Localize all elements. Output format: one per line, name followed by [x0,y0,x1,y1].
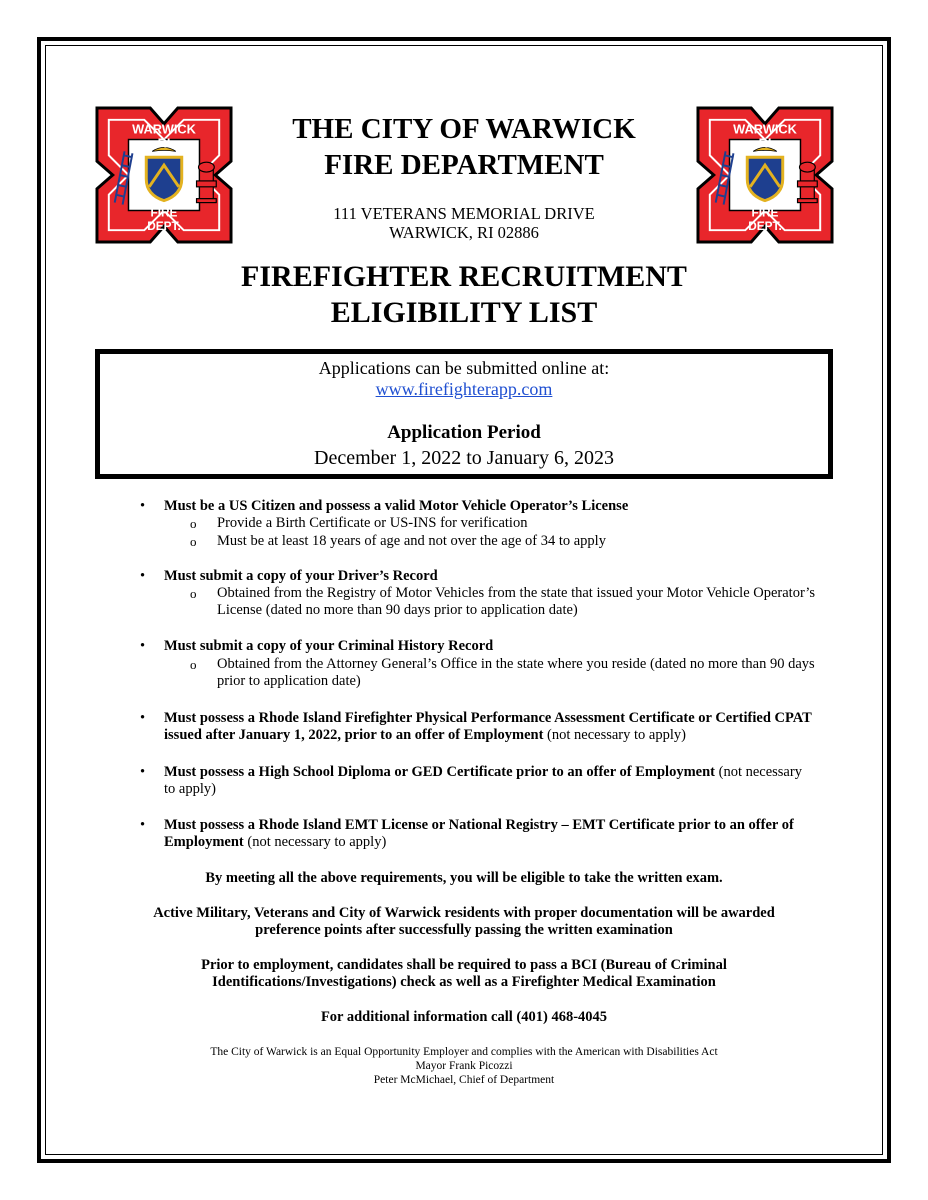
bullet-icon: • [140,568,146,584]
requirement-note: (not necessary to apply) [164,764,802,797]
requirement-note: (not necessary to apply) [543,727,686,743]
badge-bottom-text-1: FIRE [150,205,178,220]
sub-requirement-text: Must be at least 18 years of age and not over the age of 34 to apply [217,533,606,549]
badge-top-text-2: RI [758,135,772,151]
footer-chief: Peter McMichael, Chief of Department [373,1074,555,1086]
application-link[interactable]: www.firefighterapp.com [375,379,553,399]
badge-bottom-text-2: DEPT. [748,219,782,234]
requirement-bold-text: Must be a US Citizen and possess a valid Motor Vehicle Operator’s License [164,498,629,514]
circle-bullet-icon: o [190,657,197,672]
application-period-label: Application Period [387,422,541,443]
bullet-icon: • [140,817,146,833]
bci-note-line2: Identifications/Investigations) check as well as a Firefighter Medical Examination [212,974,716,990]
page-title-line1: THE CITY OF WARWICK [292,113,636,145]
eligibility-note: By meeting all the above requirements, you will be eligible to take the written exam. [205,870,723,886]
bullet-icon: • [140,710,146,726]
requirement-bold-text: Must possess a Rhode Island Firefighter Physical Performance Assessment Certificate or Certified CPAT issued after January 1, 2022, prior to an offer of Employment [164,710,812,743]
heading-line1: FIREFIGHTER RECRUITMENT [241,260,687,293]
footer-eoe-statement: The City of Warwick is an Equal Opportunity Employer and complies with the American with Disabilities Act [210,1046,718,1058]
sub-requirement-text: Obtained from the Attorney General’s Office in the state where you reside (dated no more than 90 days prior to application date) [217,656,815,689]
requirement-note: (not necessary to apply) [243,834,387,850]
circle-bullet-icon: o [190,534,197,549]
bullet-icon: • [140,638,146,654]
requirement-bold-text: Must possess a Rhode Island EMT License or National Registry – EMT Certificate prior to an offer of Employment [164,817,794,850]
address-line1: 111 VETERANS MEMORIAL DRIVE [333,204,595,223]
address-line2: WARWICK, RI 02886 [389,223,539,242]
sub-requirement-text: Provide a Birth Certificate or US-INS for verification [217,515,528,531]
heading-line2: ELIGIBILITY LIST [330,296,598,329]
requirement-bold-text: Must submit a copy of your Criminal History Record [164,638,494,654]
page-title-line2: FIRE DEPARTMENT [324,149,604,181]
badge-top-text-1: WARWICK [132,121,196,137]
footer-mayor: Mayor Frank Picozzi [415,1060,513,1072]
preference-note-line2: preference points after successfully passing the written examination [255,922,673,938]
bullet-icon: • [140,764,146,780]
sub-requirement-text: Obtained from the Registry of Motor Vehicles from the state that issued your Motor Vehicle Operator’s License (dated no more than 90 days prior to application date) [217,585,815,618]
badge-top-text-1: WARWICK [733,121,797,137]
preference-note-line1: Active Military, Veterans and City of Warwick residents with proper documentation will be awarded [153,905,775,921]
badge-bottom-text-2: DEPT. [147,219,181,234]
bci-note-line1: Prior to employment, candidates shall be required to pass a BCI (Bureau of Criminal [201,957,727,973]
online-application-text: Applications can be submitted online at: [318,358,610,378]
badge-top-text-2: RI [157,135,171,151]
badge-bottom-text-1: FIRE [751,205,779,220]
bullet-icon: • [140,498,146,514]
contact-info: For additional information call (401) 468-4045 [320,1009,608,1025]
circle-bullet-icon: o [190,586,197,601]
circle-bullet-icon: o [190,516,197,531]
requirement-bold-text: Must submit a copy of your Driver’s Record [164,568,438,584]
application-period-dates: December 1, 2022 to January 6, 2023 [314,447,614,469]
requirement-bold-text: Must possess a High School Diploma or GED Certificate prior to an offer of Employment [164,764,715,780]
